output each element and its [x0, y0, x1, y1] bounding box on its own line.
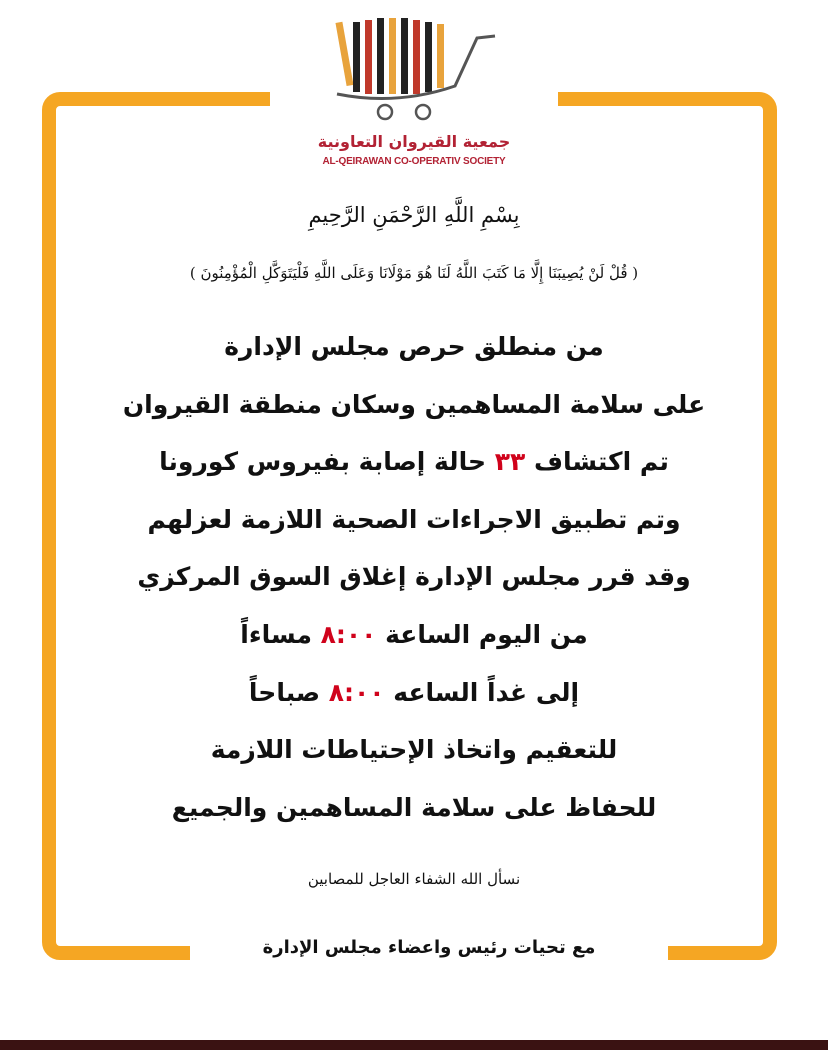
- logo-english-name: AL-QEIRAWAN CO-OPERATIV SOCIETY: [322, 156, 506, 167]
- line-text: تم اكتشاف: [533, 447, 669, 477]
- line-text: إلى غداً الساعه: [393, 677, 580, 707]
- announcement-line: للتعقيم واتخاذ الإحتياطات اللازمة: [210, 735, 618, 765]
- announcement-line: وقد قرر مجلس الإدارة إغلاق السوق المركزي: [137, 562, 691, 592]
- announcement-line: [50, 433, 778, 491]
- announcement-line: من منطلق حرص مجلس الإدارة: [224, 332, 604, 361]
- basmala: بِسْمِ اللَّهِ الرَّحْمَنِ الرَّحِيمِ: [308, 203, 520, 227]
- announcement-line: [50, 606, 778, 664]
- prayer-text: نسأل الله الشفاء العاجل للمصابين: [307, 870, 521, 888]
- announcement: [50, 318, 778, 836]
- closing-time: ٨:٠٠: [320, 619, 377, 649]
- quran-verse: ( قُلْ لَنْ يُصِيبَنَا إِلَّا مَا كَتَبَ اللَّهُ لَنَا هُوَ مَوْلَانَا وَعَلَى اللَّهِ فَلْيَتَوَكَّلِ الْمُؤْمِنُونَ ): [189, 264, 639, 282]
- line-text: من اليوم الساعة: [385, 619, 588, 649]
- shopping-cart-logo-icon: [327, 14, 501, 130]
- announcement-line: [50, 664, 778, 722]
- logo: [0, 10, 828, 170]
- announcement-line: وتم تطبيق الاجراءات الصحية اللازمة لعزلهم: [147, 504, 681, 534]
- announcement-line: على سلامة المساهمين وسكان منطقة القيروان: [122, 389, 706, 419]
- announcement-line: للحفاظ على سلامة المساهمين والجميع: [171, 792, 657, 822]
- case-count: ٣٣: [494, 447, 526, 477]
- line-text: مساءاً: [240, 619, 312, 649]
- line-text: حالة إصابة بفيروس كورونا: [159, 447, 486, 477]
- logo-arabic-name: جمعية القيروان التعاونية: [317, 132, 511, 151]
- bottom-bar: [0, 1040, 828, 1050]
- reopening-time: ٨:٠٠: [328, 677, 385, 707]
- footer-signature: مع تحيات رئيس واعضاء مجلس الإدارة: [262, 937, 596, 958]
- line-text: صباحاً: [248, 677, 321, 707]
